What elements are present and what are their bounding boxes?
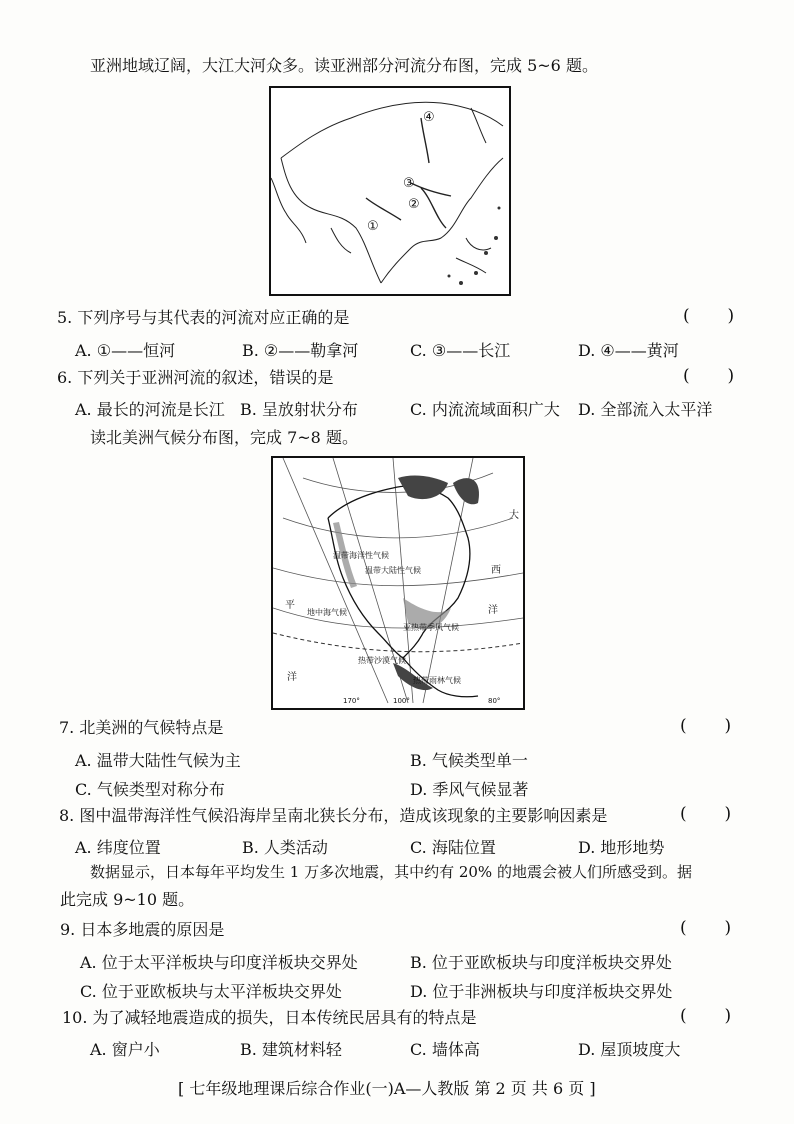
q5-option-a[interactable]: A. ①——恒河 [75,341,176,360]
asia-label-3: ③ [403,176,415,191]
q8-option-c[interactable]: C. 海陆位置 [410,838,496,857]
q9-option-b[interactable]: B. 位于亚欧板块与印度洋板块交界处 [410,953,672,972]
q6-option-c[interactable]: C. 内流流域面积广大 [410,400,560,419]
q10-option-d[interactable]: D. 屋顶坡度大 [578,1040,681,1059]
na-map-drawing [273,458,523,708]
intro-north-america: 读北美洲气候分布图，完成 7~8 题。 [90,428,358,447]
na-label-oceanic: 温带海洋性气候 [333,551,389,560]
q8-stem: 8. 图中温带海洋性气候沿海岸呈南北狭长分布，造成该现象的主要影响因素是 [59,806,608,825]
q6-option-a[interactable]: A. 最长的河流是长江 [75,400,225,419]
longitude-80: 80° [488,697,501,705]
q6-answer-bracket[interactable]: ( ) [683,366,735,386]
intro-japan-line-2: 此完成 9~10 题。 [60,890,195,909]
longitude-170: 170° [343,697,360,705]
intro-asia: 亚洲地域辽阔，大江大河众多。读亚洲部分河流分布图，完成 5~6 题。 [90,56,598,75]
q7-option-b[interactable]: B. 气候类型单一 [410,751,528,770]
q9-stem: 9. 日本多地震的原因是 [60,920,225,939]
q8-answer-bracket[interactable]: ( ) [680,804,732,824]
page-footer: [ 七年级地理课后综合作业(一)A—人教版 第 2 页 共 6 页 ] [178,1079,596,1098]
na-label-continental: 温带大陆性气候 [365,566,421,575]
q9-option-a[interactable]: A. 位于太平洋板块与印度洋板块交界处 [80,953,358,972]
q5-answer-bracket[interactable]: ( ) [683,306,735,326]
asia-label-2: ② [408,197,420,212]
ocean-label-xi: 西 [491,565,501,576]
q8-option-d[interactable]: D. 地形地势 [578,838,665,857]
q5-option-d[interactable]: D. ④——黄河 [578,341,679,360]
ocean-label-da: 大 [509,510,519,521]
asia-label-1: ① [367,219,379,234]
north-america-climate-map [271,456,525,710]
longitude-100: 100° [393,697,410,705]
q9-option-c[interactable]: C. 位于亚欧板块与太平洋板块交界处 [80,982,342,1001]
q9-answer-bracket[interactable]: ( ) [680,918,732,938]
q8-option-b[interactable]: B. 人类活动 [242,838,328,857]
q5-option-c[interactable]: C. ③——长江 [410,341,511,360]
q10-option-a[interactable]: A. 窗户小 [90,1040,160,1059]
q8-option-a[interactable]: A. 纬度位置 [75,838,161,857]
intro-japan-line-1: 数据显示，日本每年平均发生 1 万多次地震，其中约有 20% 的地震会被人们所感受到。据 [90,863,692,881]
q10-stem: 10. 为了减轻地震造成的损失，日本传统民居具有的特点是 [62,1008,477,1027]
q6-stem: 6. 下列关于亚洲河流的叙述，错误的是 [57,368,334,387]
q10-option-c[interactable]: C. 墙体高 [410,1040,480,1059]
q7-option-c[interactable]: C. 气候类型对称分布 [75,780,225,799]
na-label-subtropical-monsoon: 亚热带季风气候 [403,623,459,632]
na-label-mediterranean: 地中海气候 [307,608,347,617]
q7-option-d[interactable]: D. 季风气候显著 [410,780,529,799]
ocean-label-ping: 平 [285,600,295,611]
q10-option-b[interactable]: B. 建筑材料轻 [240,1040,342,1059]
q5-stem: 5. 下列序号与其代表的河流对应正确的是 [57,308,350,327]
q7-stem: 7. 北美洲的气候特点是 [59,718,224,737]
q6-option-b[interactable]: B. 呈放射状分布 [240,400,358,419]
q9-option-d[interactable]: D. 位于非洲板块与印度洋板块交界处 [410,982,673,1001]
q10-answer-bracket[interactable]: ( ) [680,1006,732,1026]
ocean-label-yang-atlantic: 洋 [488,605,498,616]
asia-map-drawing [271,88,509,294]
q7-option-a[interactable]: A. 温带大陆性气候为主 [75,751,241,770]
q7-answer-bracket[interactable]: ( ) [680,716,732,736]
na-label-tropical-rainforest: 热带雨林气候 [413,676,461,685]
asia-river-map [269,86,511,296]
ocean-label-yang-pacific: 洋 [287,672,297,683]
q5-option-b[interactable]: B. ②——勒拿河 [242,341,359,360]
na-label-tropical-desert: 热带沙漠气候 [358,656,406,665]
q6-option-d[interactable]: D. 全部流入太平洋 [578,400,713,419]
asia-label-4: ④ [423,110,435,125]
